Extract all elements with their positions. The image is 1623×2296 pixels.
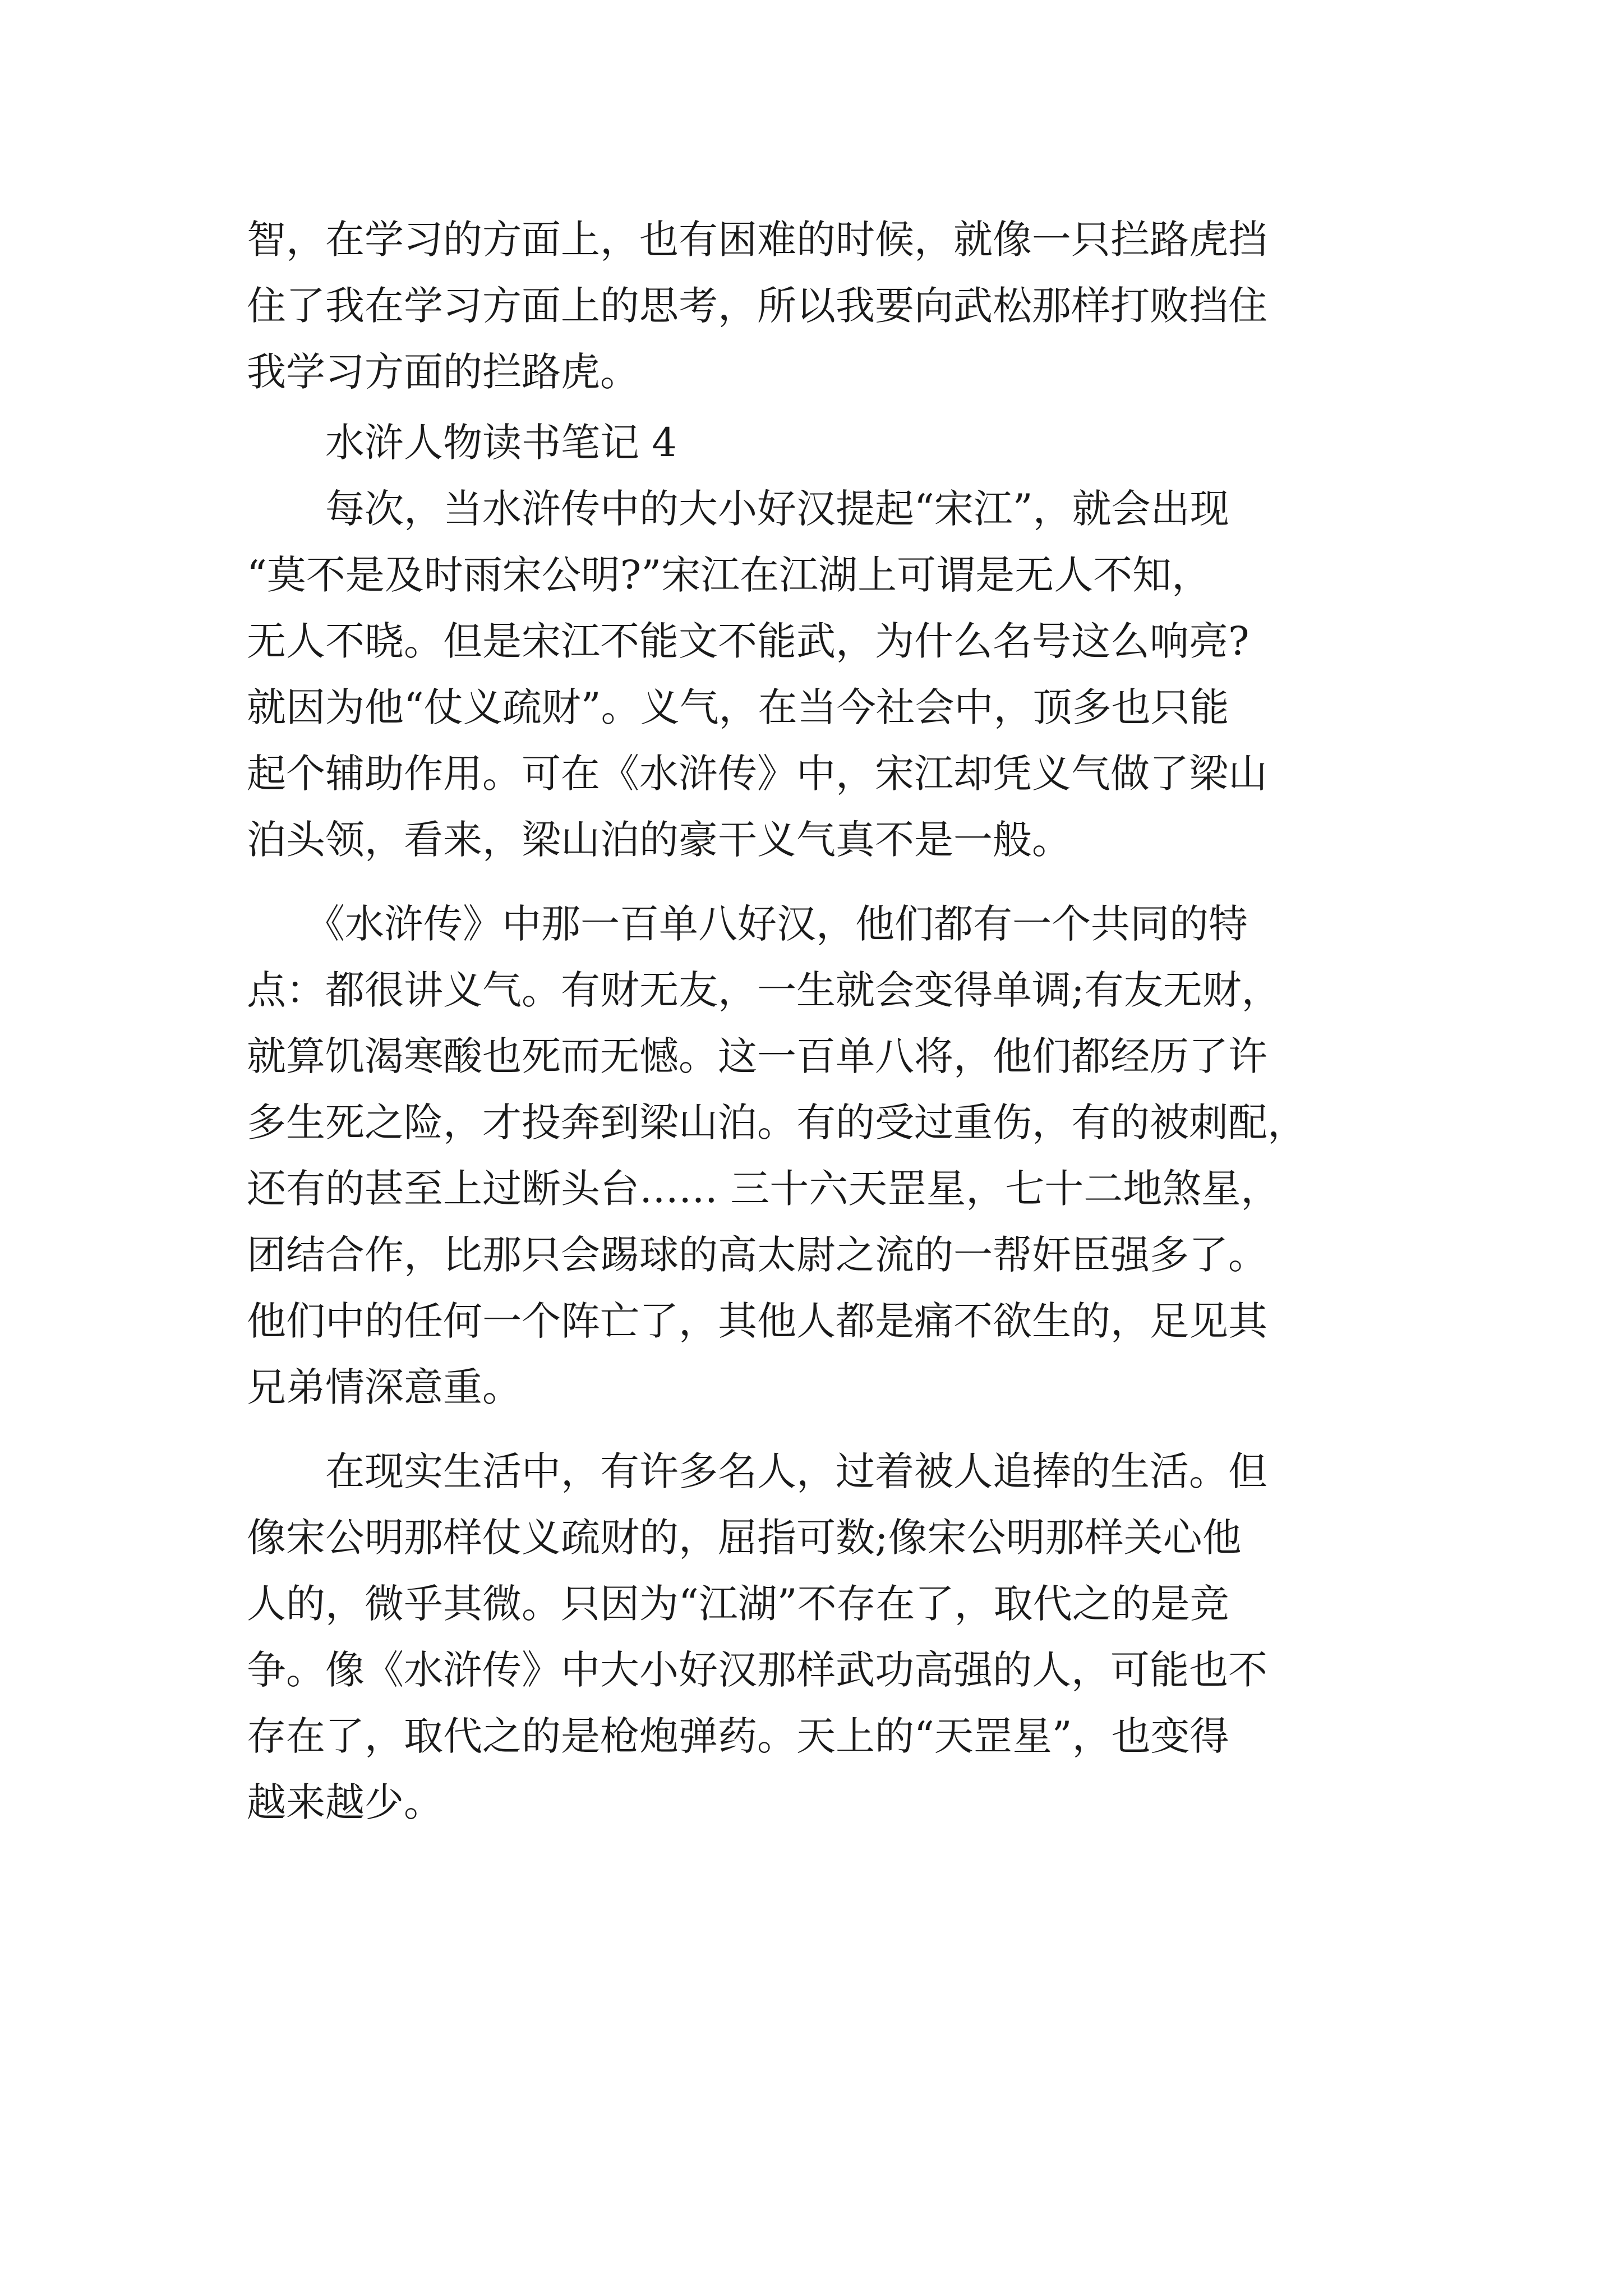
text-line: 还有的甚至上过断头台…… 三十六天罡星，七十二地煞星， (247, 1166, 1280, 1212)
document-body (247, 206, 1391, 1835)
text-line: 兄弟情深意重。 (247, 1364, 522, 1410)
text-line: 《水浒传》中那一百单八好汉，他们都有一个共同的特 (247, 901, 1248, 947)
text-line: 存在了，取代之的是枪炮弹药。天上的“天罡星”，也变得 (247, 1713, 1229, 1759)
text-line: 我学习方面的拦路虎。 (247, 349, 639, 395)
text-line: 争。像《水浒传》中大小好汉那样武功高强的人，可能也不 (247, 1647, 1267, 1693)
text-line: 住了我在学习方面上的思考，所以我要向武松那样打败挡住 (247, 283, 1267, 329)
text-line: 多生死之险，才投奔到梁山泊。有的受过重伤，有的被刺配， (247, 1099, 1307, 1145)
text-line: 起个辅助作用。可在《水浒传》中，宋江却凭义气做了梁山 (247, 751, 1267, 797)
text-line: 团结合作，比那只会踢球的高太尉之流的一帮奸臣强多了。 (247, 1232, 1267, 1278)
text-line: 智，在学习的方面上，也有困难的时候，就像一只拦路虎挡 (247, 217, 1267, 263)
text-line: 点：都很讲义气。有财无友，一生就会变得单调;有友无财， (247, 967, 1281, 1013)
text-line: “莫不是及时雨宋公明?”宋江在江湖上可谓是无人不知， (247, 552, 1211, 598)
text-line: 他们中的任何一个阵亡了，其他人都是痛不欲生的，足见其 (247, 1298, 1267, 1344)
text-line: 越来越少。 (247, 1779, 443, 1825)
text-line: 像宋公明那样仗义疏财的，屈指可数;像宋公明那样关心他 (247, 1515, 1242, 1561)
text-line: 每次，当水浒传中的大小好汉提起“宋江”，就会出现 (247, 486, 1229, 532)
section-heading: 水浒人物读书笔记 4 (247, 420, 677, 466)
text-line: 就因为他“仗义疏财”。义气，在当今社会中，顶多也只能 (247, 684, 1229, 730)
text-line: 泊头领，看来，梁山泊的豪干义气真不是一般。 (247, 817, 1071, 863)
text-line: 人的，微乎其微。只因为“江湖”不存在了，取代之的是竞 (247, 1581, 1229, 1627)
text-line: 无人不晓。但是宋江不能文不能武，为什么名号这么响亮? (247, 618, 1249, 664)
text-line: 就算饥渴寒酸也死而无憾。这一百单八将，他们都经历了许 (247, 1033, 1267, 1079)
text-line: 在现实生活中，有许多名人，过着被人追捧的生活。但 (247, 1448, 1267, 1494)
